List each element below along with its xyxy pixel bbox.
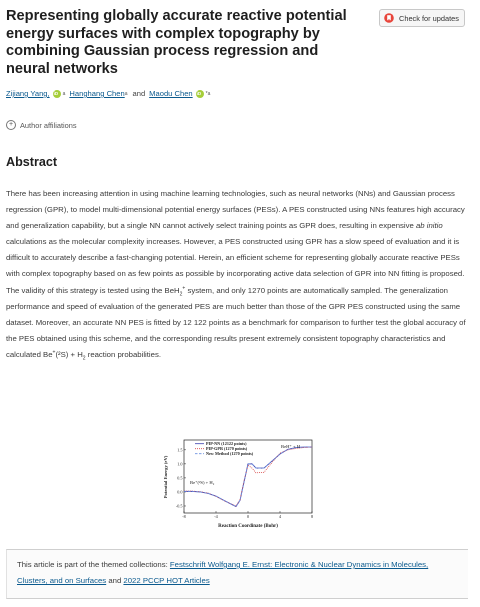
legend-label: New Method (1270 points) — [206, 451, 254, 456]
x-tick-label: -8 — [182, 514, 186, 519]
abstract-heading: Abstract — [6, 155, 58, 169]
abstract-part: reaction probabilities. — [87, 349, 161, 359]
y-tick-label: 0.0 — [177, 489, 183, 495]
subscript: 2 — [82, 355, 86, 362]
authors-conjunction: and — [132, 89, 146, 98]
superscript: + — [182, 284, 186, 291]
author-affiliation-mark: a — [124, 90, 128, 97]
abstract-text — [6, 186, 468, 363]
check-for-updates-label: Check for updates — [399, 13, 459, 23]
collections-prefix: This article is part of the themed collections: — [17, 560, 168, 569]
y-tick-label: 1.5 — [177, 447, 183, 453]
abstract-part: There has been increasing attention in using machine learning technologies, such as neural networks (NNs) and Gaussian process regression (GPR), to model multi-dimensional potential energy surfaces (PESs). A PES constructed using NNs features high accuracy and generalization capability, but a single NN cannot actively select training points as GPR does, resulting in expensive — [6, 189, 465, 231]
annotation-reactant: Be⁺(²S) + H₂ — [190, 480, 215, 485]
legend-label: PIP-GPR (1270 points) — [206, 446, 248, 451]
abstract-italic-term: ab initio — [415, 221, 443, 231]
orcid-icon[interactable] — [196, 90, 204, 98]
y-tick-label: 0.5 — [177, 475, 183, 481]
themed-collections-box — [6, 549, 468, 599]
author-link[interactable]: Hanghang Chen — [69, 89, 125, 98]
author-affiliation-mark: *a — [205, 90, 211, 97]
collection-link-festschrift[interactable]: Festschrift Wolfgang E. Ernst: Electronic & Nuclear Dynamics in Molecules, Clusters, and on Surfaces — [17, 560, 429, 585]
x-tick-label: 4 — [278, 514, 282, 519]
author-affiliations-toggle[interactable] — [6, 120, 77, 130]
y-tick-label: -0.5 — [175, 503, 183, 509]
abstract-part: calculations as the molecular complexity increases. However, a PES constructed using GPR has a slow speed of evaluation and it is difficult to accurately describe a fast-changing potential. Herein, an efficient scheme for representing globally accurate reactive PESs with complex topography based on as few points as possible by incorporating active data selection of GPR into NN fitting is proposed. The validity of this strategy is tested using the BeH — [6, 237, 465, 295]
author-list — [6, 89, 214, 98]
y-axis-label: Potential Energy (eV) — [163, 455, 168, 499]
plus-circle-icon: + — [6, 120, 16, 130]
x-axis-label: Reaction Coordinate (Bohr) — [218, 524, 278, 529]
superscript: + — [52, 349, 56, 356]
abstract-part: system, and only 1270 points are automatically sampled. The generalization performance and speed of evaluation of the generated PES are much better than those of the GPR PES constructed using the same dataset. Moreover, an accurate NN PES is fitted by 12 122 points as a benchmark for comparison to further test the global accuracy of the PES obtained using this scheme, and the corresponding results present extremely consistent topography characteristics and calculated Be — [6, 285, 466, 359]
abstract-part: (²S) + H — [55, 349, 83, 359]
pes-line-chart — [160, 434, 320, 532]
author-link[interactable]: Maodu Chen — [149, 89, 193, 98]
x-tick-label: 8 — [310, 514, 314, 519]
x-tick-label: -4 — [214, 514, 218, 519]
author-affiliation-mark: a — [62, 90, 66, 97]
article-title: Representing globally accurate reactive potential energy surfaces with complex topography by combining Gaussian process regression and neural networks — [6, 8, 347, 77]
crossmark-icon — [384, 13, 394, 23]
subscript: 2 — [179, 291, 183, 298]
orcid-icon[interactable] — [53, 90, 61, 98]
legend-label: PIP-NN (12122 points) — [206, 441, 247, 446]
collections-and: and — [108, 576, 122, 585]
graphical-abstract-figure[interactable] — [160, 434, 320, 532]
x-tick-label: 0 — [246, 514, 250, 519]
author-link[interactable]: Zijiang Yang, — [6, 89, 50, 98]
y-tick-label: 1.0 — [177, 461, 183, 467]
check-for-updates-button[interactable] — [379, 9, 465, 27]
collection-link-hot-articles[interactable]: 2022 PCCP HOT Articles — [123, 576, 210, 585]
author-affiliations-label: Author affiliations — [20, 120, 77, 130]
annotation-product: BeH⁺ + H — [281, 444, 301, 449]
